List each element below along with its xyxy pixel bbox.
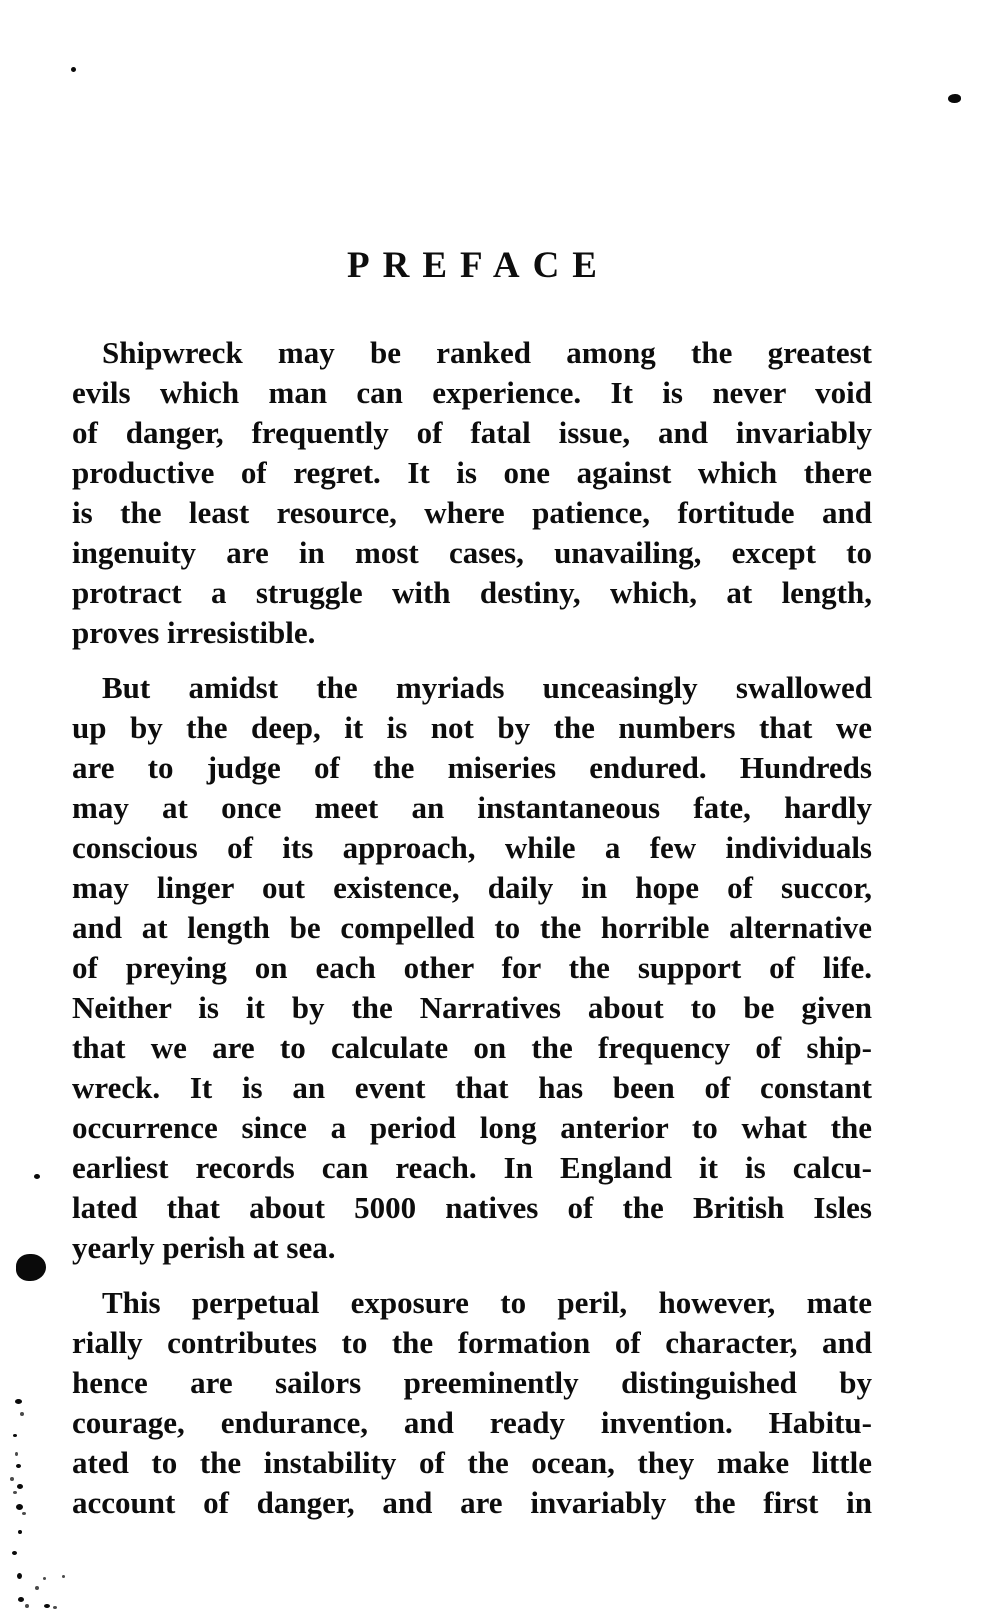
ink-blot: [948, 94, 961, 103]
text-line: ingenuity are in most cases, unavailing, except to: [72, 535, 872, 570]
ink-speck: [13, 1434, 17, 1437]
text-line: hence are sailors preeminently distinguished by: [72, 1365, 872, 1400]
ink-speck: [13, 1491, 17, 1494]
text-line: productive of regret. It is one against which there: [72, 455, 872, 490]
ink-speck: [20, 1412, 24, 1416]
text-line: may at once meet an instantaneous fate, hardly: [72, 790, 872, 825]
ink-blot: [16, 1254, 46, 1281]
text-line: courage, endurance, and ready invention. Habitu-: [72, 1405, 872, 1440]
text-line: and at length be compelled to the horrible alternative: [72, 910, 872, 945]
ink-speck: [62, 1575, 65, 1578]
ink-speck: [25, 1604, 29, 1608]
text-line: proves irresistible.: [72, 615, 316, 650]
page-title: PREFACE: [347, 245, 610, 286]
text-line: But amidst the myriads unceasingly swallowed: [102, 670, 872, 705]
ink-speck: [22, 1512, 26, 1515]
ink-speck: [44, 1604, 50, 1608]
text-line: protract a struggle with destiny, which, at length,: [72, 575, 872, 610]
ink-speck: [17, 1573, 22, 1579]
ink-speck: [35, 1586, 39, 1590]
text-line: are to judge of the miseries endured. Hundreds: [72, 750, 872, 785]
paragraph: [72, 668, 872, 1268]
ink-speck: [43, 1577, 46, 1580]
text-line: evils which man can experience. It is never void: [72, 375, 872, 410]
text-line: lated that about 5000 natives of the British Isles: [72, 1190, 872, 1225]
text-line: earliest records can reach. In England it is calcu-: [72, 1150, 872, 1185]
text-line: This perpetual exposure to peril, however, mate: [102, 1285, 872, 1320]
text-line: ated to the instability of the ocean, they make little: [72, 1445, 872, 1480]
ink-speck: [18, 1530, 22, 1534]
text-line: may linger out existence, daily in hope of succor,: [72, 870, 872, 905]
text-line: occurrence since a period long anterior to what the: [72, 1110, 872, 1145]
ink-speck: [10, 1477, 14, 1481]
ink-speck: [34, 1174, 40, 1179]
text-line: rially contributes to the formation of character, and: [72, 1325, 872, 1360]
ink-speck: [16, 1464, 21, 1468]
ink-speck: [12, 1551, 17, 1555]
paragraph: [72, 1283, 872, 1523]
text-line: wreck. It is an event that has been of constant: [72, 1070, 872, 1105]
text-line: Shipwreck may be ranked among the greatest: [102, 335, 872, 370]
text-line: yearly perish at sea.: [72, 1230, 336, 1265]
paragraph: [72, 333, 872, 653]
ink-speck: [18, 1597, 24, 1602]
text-line: account of danger, and are invariably the first in: [72, 1485, 872, 1520]
text-line: of preying on each other for the support of life.: [72, 950, 872, 985]
ink-speck: [15, 1399, 22, 1404]
ink-speck: [53, 1606, 57, 1609]
text-line: that we are to calculate on the frequency of ship-: [72, 1030, 872, 1065]
text-line: Neither is it by the Narratives about to be given: [72, 990, 872, 1025]
ink-speck: [17, 1484, 23, 1489]
preface-text: [72, 333, 872, 1523]
text-line: is the least resource, where patience, fortitude and: [72, 495, 872, 530]
ink-speck: [71, 67, 76, 72]
ink-speck: [15, 1452, 18, 1456]
text-line: conscious of its approach, while a few individuals: [72, 830, 872, 865]
text-line: of danger, frequently of fatal issue, and invariably: [72, 415, 872, 450]
text-line: up by the deep, it is not by the numbers that we: [72, 710, 872, 745]
ink-speck: [16, 1504, 23, 1510]
